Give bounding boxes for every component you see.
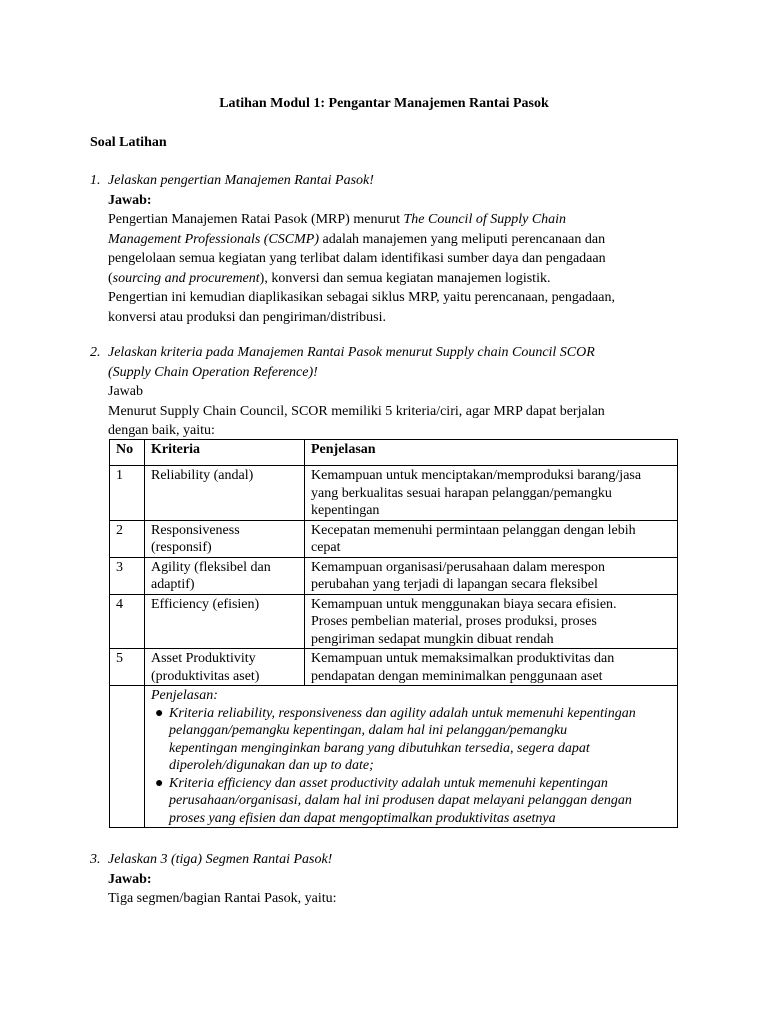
q2-question-line: (Supply Chain Operation Reference)! xyxy=(108,364,318,380)
q3-question: Jelaskan 3 (tiga) Segmen Rantai Pasok! xyxy=(108,852,333,867)
q2-number: 2. xyxy=(90,345,101,360)
document-title: Latihan Modul 1: Pengantar Manajemen Rantai Pasok xyxy=(219,96,549,111)
q3-number: 3. xyxy=(90,852,101,867)
note-list xyxy=(151,705,671,828)
kriteria-table xyxy=(109,439,678,828)
cell-kriteria: Responsiveness (responsif) xyxy=(145,520,305,557)
cell-penjelasan: Kemampuan untuk menciptakan/memproduksi barang/jasa yang berkualitas sesuai harapan pelanggan/pemangku kepentingan xyxy=(305,466,678,521)
cell-no: 4 xyxy=(110,594,145,649)
q2-answer-label: Jawab xyxy=(108,384,143,399)
table-row xyxy=(110,557,678,594)
table-header-row xyxy=(110,440,678,466)
q1-line: Management Professionals (CSCMP) adalah manajemen yang meliputi perencanaan dan xyxy=(108,231,606,247)
q1-line: Pengertian ini kemudian diaplikasikan sebagai siklus MRP, yaitu perencanaan, pengadaan, xyxy=(108,290,615,305)
cell-penjelasan: Kecepatan memenuhi permintaan pelanggan dengan lebih cepat xyxy=(305,520,678,557)
note-cell xyxy=(145,686,678,828)
note-bullet-item: ● Kriteria efficiency dan asset productivity adalah untuk memenuhi kepentingan perusahaan/organisasi, dalam hal ini produsen dapat melayani pelanggan dengan proses yang efisien dan dapat mengoptimalkan produktivitas asetnya xyxy=(155,775,632,826)
section-heading: Soal Latihan xyxy=(90,135,167,150)
q1-line: Pengertian Manajemen Ratai Pasok (MRP) menurut The Council of Supply Chain xyxy=(108,212,567,227)
cell-no: 3 xyxy=(110,557,145,594)
q3-answer-label: Jawab: xyxy=(108,871,152,887)
cell-kriteria: Reliability (andal) xyxy=(145,466,305,521)
header-kriteria: Kriteria xyxy=(145,440,305,466)
cell-no: 2 xyxy=(110,520,145,557)
cell-penjelasan: Kemampuan organisasi/perusahaan dalam merespon perubahan yang terjadi di lapangan secara fleksibel xyxy=(305,557,678,594)
q2-line: Menurut Supply Chain Council, SCOR memiliki 5 kriteria/ciri, agar MRP dapat berjalan xyxy=(108,403,605,419)
q1-line: pengelolaan semua kegiatan yang terlibat dalam identifikasi sumber daya dan pengadaan xyxy=(108,251,606,266)
q1-line: (sourcing and procurement), konversi dan semua kegiatan manajemen logistik. xyxy=(108,270,551,286)
note-title: Penjelasan: xyxy=(151,688,218,703)
cell-empty xyxy=(110,686,145,828)
header-no: No xyxy=(110,440,145,466)
q3-line: Tiga segmen/bagian Rantai Pasok, yaitu: xyxy=(108,891,337,906)
q2-question-line: Jelaskan kriteria pada Manajemen Rantai Pasok menurut Supply chain Council SCOR xyxy=(108,345,595,360)
cell-no: 1 xyxy=(110,466,145,521)
bullet-dot-icon: ● xyxy=(155,775,164,791)
cell-penjelasan: Kemampuan untuk menggunakan biaya secara efisien. Proses pembelian material, proses produksi, proses pengiriman sedapat mungkin dibuat rendah xyxy=(305,594,678,649)
q1-answer-label: Jawab: xyxy=(108,192,152,208)
q1-number: 1. xyxy=(90,173,101,188)
q1-block xyxy=(108,171,688,327)
table-row xyxy=(110,594,678,649)
q2-block xyxy=(108,343,688,441)
table-row xyxy=(110,466,678,521)
cell-no: 5 xyxy=(110,649,145,686)
q1-question: Jelaskan pengertian Manajemen Rantai Pasok! xyxy=(108,173,374,188)
cell-penjelasan: Kemampuan untuk memaksimalkan produktivitas dan pendapatan dengan meminimalkan penggunaan aset xyxy=(305,649,678,686)
q1-line: konversi atau produksi dan pengiriman/distribusi. xyxy=(108,309,387,325)
cell-kriteria: Efficiency (efisien) xyxy=(145,594,305,649)
header-penjelasan: Penjelasan xyxy=(305,440,678,466)
bullet-dot-icon: ● xyxy=(155,705,164,721)
cell-kriteria: Asset Produktivity (produktivitas aset) xyxy=(145,649,305,686)
table-row xyxy=(110,649,678,686)
q2-line: dengan baik, yaitu: xyxy=(108,423,215,438)
q3-block xyxy=(108,850,688,909)
note-bullet-item: ● Kriteria reliability, responsiveness dan agility adalah untuk memenuhi kepentingan pelanggan/pemangku kepentingan, dalam hal ini pelanggan/pemangku kepentingan menginginkan barang yang dibutuhkan tersedia, segera dapat diperoleh/digunakan dan up to date; xyxy=(155,705,636,773)
table-note-row xyxy=(110,686,678,828)
table-row xyxy=(110,520,678,557)
cell-kriteria: Agility (fleksibel dan adaptif) xyxy=(145,557,305,594)
